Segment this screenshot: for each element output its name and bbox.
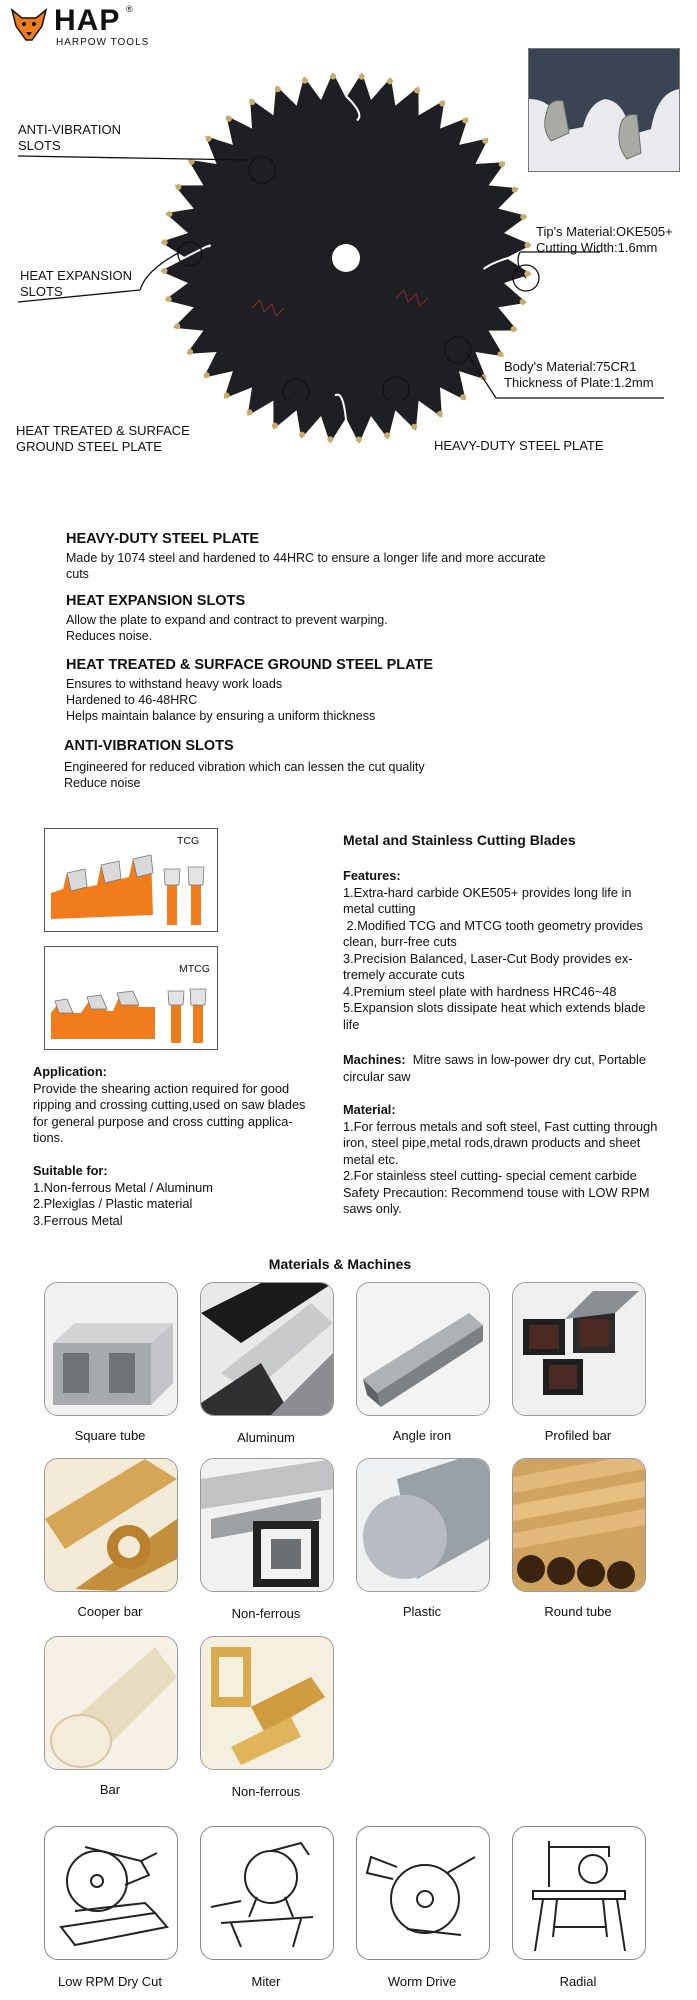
feature-line: Hardened to 46-48HRC (66, 693, 198, 707)
machine-caption: Low RPM Dry Cut (57, 1974, 163, 1989)
application-title: Application: (33, 1064, 107, 1079)
callout-heat-treated (16, 423, 190, 455)
radial-arm-saw-icon (513, 1827, 645, 1959)
features-title: Features: (343, 868, 401, 883)
material-caption: Bar (99, 1782, 121, 1797)
material-tile-cooper-bar (44, 1458, 178, 1592)
features-line: 5.Expansion slots dissipate heat which extends blade (343, 1000, 646, 1015)
machine-caption: Radial (559, 1974, 597, 1989)
feature-line: cuts (66, 567, 89, 581)
callout-line: GROUND STEEL PLATE (16, 439, 162, 454)
machines-line: Mitre saws in low-power dry cut, Portable (412, 1052, 646, 1067)
material-caption: Square tube (74, 1428, 146, 1443)
callout-heavy-duty: HEAVY-DUTY STEEL PLATE (434, 438, 604, 453)
application-line: tions. (33, 1130, 64, 1145)
material-tile-profiled-bar (512, 1282, 646, 1416)
suitable-item: 1.Non-ferrous Metal / Aluminum (33, 1179, 213, 1195)
blades-material (343, 1102, 693, 1218)
application-line: for general purpose and cross cutting applica- (33, 1113, 293, 1129)
carbide-tip (272, 423, 278, 429)
material-title: Material: (343, 1102, 396, 1117)
carbide-tip (327, 436, 333, 442)
features-line: 1.Extra-hard carbide OKE505+ provides long life in (343, 884, 632, 900)
carbide-tip (437, 411, 443, 417)
feature-line: Ensures to withstand heavy work loads (66, 677, 283, 691)
material-caption: Cooper bar (77, 1604, 143, 1619)
features-line: 4.Premium steel plate with hardness HRC46~48 (343, 983, 617, 999)
machine-caption: Miter (251, 1974, 281, 1989)
machine-tile-worm-drive (356, 1826, 490, 1960)
feature-anti-vibration (64, 738, 624, 791)
material-tile-square-tube (44, 1282, 178, 1416)
suitable-title: Suitable for: (33, 1163, 108, 1178)
application-line: ripping and crossing cutting,used on saw blades (33, 1097, 306, 1112)
application-block (33, 1064, 343, 1147)
material-tile-aluminum (200, 1282, 334, 1416)
feature-heat-treated (66, 657, 626, 724)
mtcg-label: MTCG (179, 963, 210, 975)
features-line: 2.Modified TCG and MTCG tooth geometry provides (343, 917, 643, 933)
features-line: tremely accurate cuts (343, 967, 465, 982)
material-tile-non-ferrous-1 (200, 1458, 334, 1592)
callout-heat-expansion (20, 268, 132, 300)
machine-tile-miter (200, 1826, 334, 1960)
material-line: 2.For stainless steel cutting- special cement carbide (343, 1168, 637, 1183)
material-tile-bar (44, 1636, 178, 1770)
callout-anti-vibration (18, 122, 121, 154)
callout-tip (536, 224, 673, 256)
feature-heavy-duty (66, 531, 626, 582)
features-line: life (343, 1016, 360, 1032)
feature-line: Engineered for reduced vibration which can lessen the cut quality (64, 760, 425, 774)
feature-heat-expansion (66, 593, 626, 644)
material-caption: Plastic (402, 1604, 442, 1619)
material-line: Safety Precaution: Recommend touse with LOW RPM (343, 1184, 650, 1200)
blades-title: Metal and Stainless Cutting Blades (343, 832, 576, 848)
suitable-block (33, 1163, 343, 1229)
machines-label: Machines: (343, 1052, 406, 1067)
miter-saw-icon (201, 1827, 333, 1959)
features-line: clean, burr-free cuts (343, 934, 457, 949)
material-line: 1.For ferrous metals and soft steel, Fast cutting through (343, 1118, 658, 1134)
callout-line: SLOTS (18, 138, 61, 153)
feature-title: ANTI-VIBRATION SLOTS (64, 738, 234, 754)
trademark: ® (126, 4, 133, 14)
material-tile-plastic (356, 1458, 490, 1592)
callout-body (504, 359, 654, 391)
materials-title: Materials & Machines (268, 1256, 412, 1272)
blades-machines (343, 1052, 688, 1085)
callout-line: Tip's Material:OKE505+ (536, 224, 673, 239)
material-caption: Non-ferrous (231, 1784, 301, 1799)
features-line: 3.Precision Balanced, Laser-Cut Body provides ex- (343, 950, 633, 966)
material-tile-non-ferrous-2 (200, 1636, 334, 1770)
carbide-tip (384, 432, 390, 438)
material-caption: Angle iron (392, 1428, 452, 1443)
material-caption: Non-ferrous (231, 1606, 301, 1621)
brand-subtitle: HARPOW TOOLS (56, 37, 150, 48)
plastic-rod-icon (357, 1459, 489, 1591)
bar-icon (45, 1637, 177, 1769)
callout-line: Cutting Width:1.6mm (536, 240, 658, 255)
material-tile-round-tube (512, 1458, 646, 1592)
brand-name: HAP (54, 4, 121, 37)
suitable-item: 2.Plexiglas / Plastic material (33, 1196, 193, 1211)
feature-line: Allow the plate to expand and contract to prevent warping. (66, 613, 388, 627)
angle-iron-icon (357, 1283, 489, 1415)
callout-line: HEAT TREATED & SURFACE (16, 423, 190, 438)
callout-line: HEAT EXPANSION (20, 268, 132, 283)
carbide-tip (356, 437, 362, 443)
machine-tile-low-rpm (44, 1826, 178, 1960)
material-caption: Aluminum (237, 1430, 295, 1445)
machines-line: circular saw (343, 1068, 411, 1084)
feature-title: HEAT TREATED & SURFACE GROUND STEEL PLATE (66, 657, 434, 673)
feature-title: HEAVY-DUTY STEEL PLATE (66, 531, 260, 547)
chop-saw-icon (45, 1827, 177, 1959)
blades-features (343, 868, 688, 1033)
cooper-bar-icon (45, 1459, 177, 1591)
worm-drive-saw-icon (357, 1827, 489, 1959)
material-caption: Round tube (544, 1604, 612, 1619)
callout-line: Body's Material:75CR1 (504, 359, 637, 374)
feature-line: Helps maintain balance by ensuring a uniform thickness (66, 709, 376, 723)
tcg-label: TCG (177, 835, 200, 847)
feature-line: Made by 1074 steel and hardened to 44HRC to ensure a longer life and more accurate (66, 551, 546, 565)
machine-caption: Worm Drive (387, 1974, 457, 1989)
square-tube-icon (45, 1283, 177, 1415)
callout-line: SLOTS (20, 284, 63, 299)
material-line: iron, steel pipe,metal rods,drawn products and sheet (343, 1135, 641, 1150)
features-line: metal cutting (343, 901, 416, 916)
application-line: Provide the shearing action required for good (33, 1080, 290, 1096)
machine-tile-radial (512, 1826, 646, 1960)
material-line: metal etc. (343, 1151, 399, 1167)
material-caption: Profiled bar (544, 1428, 612, 1443)
feature-line: Reduces noise. (66, 629, 153, 643)
carbide-tip (247, 409, 253, 415)
suitable-item: 3.Ferrous Metal (33, 1212, 123, 1228)
carbide-tip (299, 432, 305, 438)
round-tube-icon (513, 1459, 645, 1591)
material-line: saws only. (343, 1201, 402, 1216)
callout-line: ANTI-VIBRATION (18, 122, 122, 137)
mtcg-tooth-icon (45, 947, 217, 1049)
aluminum-icon (201, 1283, 333, 1415)
material-tile-angle-iron (356, 1282, 490, 1416)
non-ferrous-profile-icon (201, 1459, 333, 1591)
feature-title: HEAT EXPANSION SLOTS (66, 593, 246, 609)
feature-line: Reduce noise (64, 776, 141, 790)
carbide-tip (411, 424, 417, 430)
tcg-tooth-icon (45, 829, 217, 931)
callout-lines (0, 0, 697, 400)
non-ferrous-brass-icon (201, 1637, 333, 1769)
mtcg-diagram (44, 946, 218, 1050)
callout-line: Thickness of Plate:1.2mm (504, 375, 654, 390)
profiled-bar-icon (513, 1283, 645, 1415)
tcg-diagram (44, 828, 218, 932)
